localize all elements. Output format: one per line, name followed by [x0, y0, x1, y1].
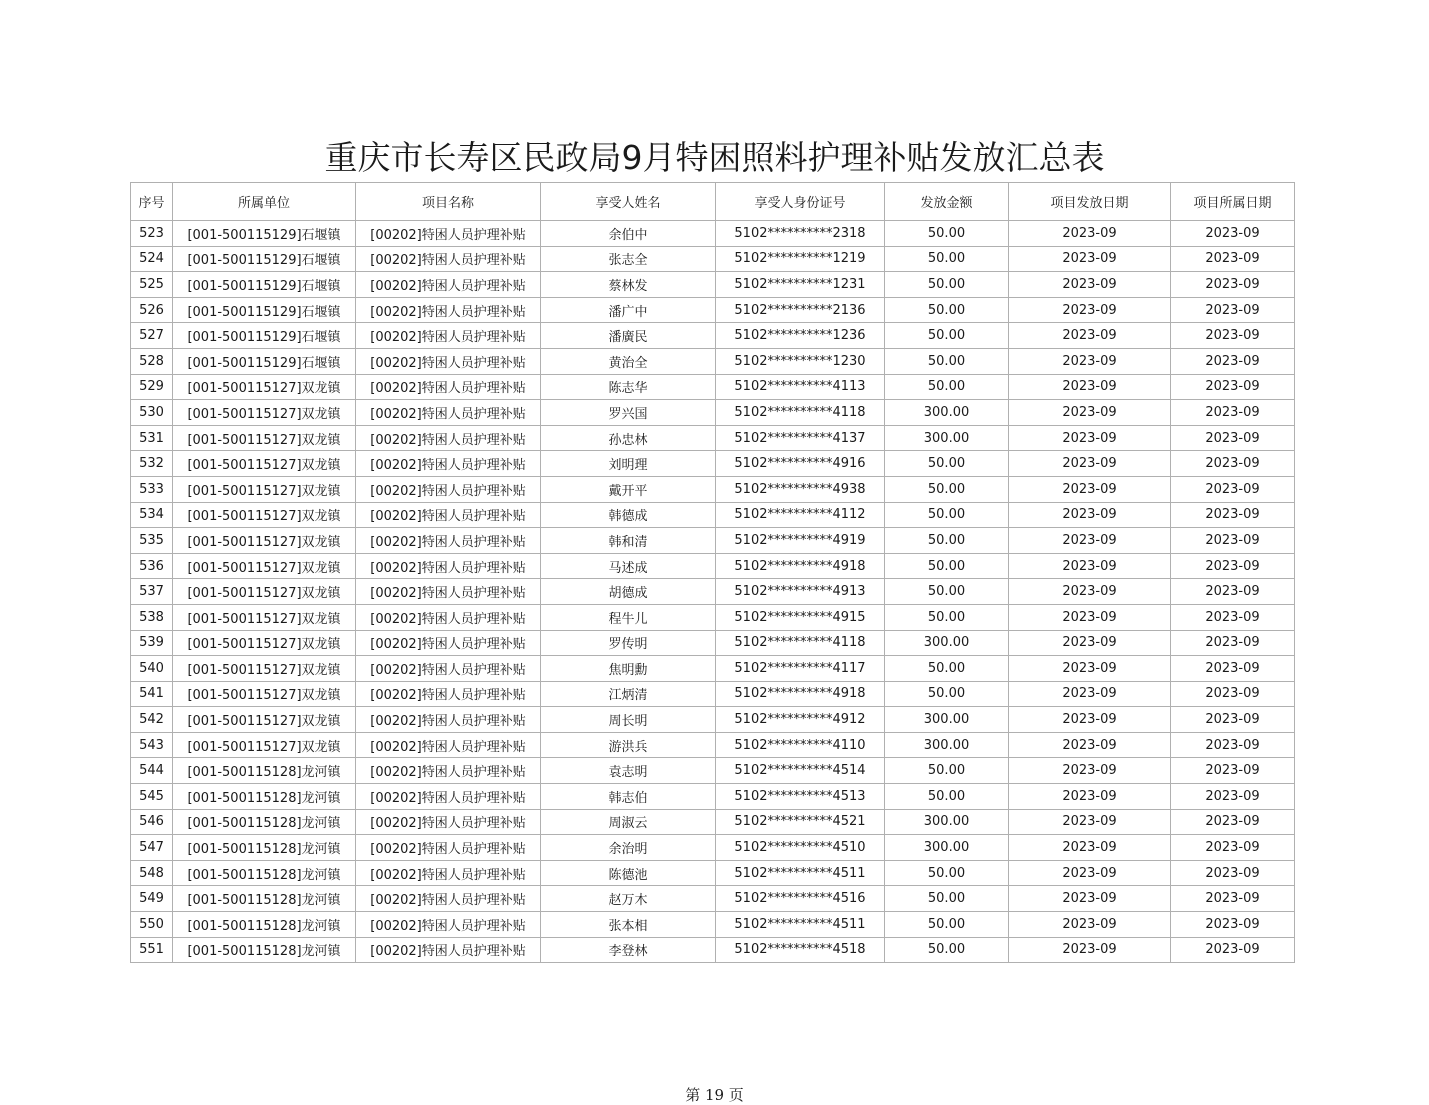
- project-cell: [00202]特困人员护理补贴: [356, 707, 541, 733]
- issue-date-cell: 2023-09: [1009, 809, 1171, 835]
- amount-cell: 50.00: [885, 374, 1009, 400]
- serial-cell: 530: [131, 400, 173, 426]
- serial-cell: 543: [131, 732, 173, 758]
- issue-date-cell: 2023-09: [1009, 221, 1171, 247]
- id-number-cell: 5102**********1230: [716, 348, 885, 374]
- project-cell: [00202]特困人员护理补贴: [356, 502, 541, 528]
- name-cell: 陈志华: [541, 374, 716, 400]
- amount-cell: 300.00: [885, 400, 1009, 426]
- project-cell: [00202]特困人员护理补贴: [356, 912, 541, 938]
- unit-cell: [001-500115129]石堰镇: [173, 348, 356, 374]
- unit-cell: [001-500115129]石堰镇: [173, 323, 356, 349]
- id-number-cell: 5102**********1231: [716, 272, 885, 298]
- issue-date-cell: 2023-09: [1009, 912, 1171, 938]
- id-number-cell: 5102**********4513: [716, 784, 885, 810]
- unit-cell: [001-500115128]龙河镇: [173, 886, 356, 912]
- table-row: [131, 425, 1295, 451]
- issue-date-cell: 2023-09: [1009, 425, 1171, 451]
- id-number-cell: 5102**********4913: [716, 579, 885, 605]
- id-number-cell: 5102**********4938: [716, 476, 885, 502]
- unit-cell: [001-500115127]双龙镇: [173, 579, 356, 605]
- serial-cell: 525: [131, 272, 173, 298]
- name-cell: 胡德成: [541, 579, 716, 605]
- serial-cell: 539: [131, 630, 173, 656]
- table-row: [131, 502, 1295, 528]
- name-cell: 江炳清: [541, 681, 716, 707]
- id-number-cell: 5102**********4915: [716, 604, 885, 630]
- amount-cell: 50.00: [885, 860, 1009, 886]
- amount-cell: 50.00: [885, 656, 1009, 682]
- period-date-cell: 2023-09: [1171, 528, 1295, 554]
- table-row: [131, 912, 1295, 938]
- table-row: [131, 323, 1295, 349]
- issue-date-cell: 2023-09: [1009, 784, 1171, 810]
- serial-cell: 526: [131, 297, 173, 323]
- name-cell: 戴开平: [541, 476, 716, 502]
- table-row: [131, 221, 1295, 247]
- issue-date-cell: 2023-09: [1009, 732, 1171, 758]
- unit-cell: [001-500115128]龙河镇: [173, 912, 356, 938]
- issue-date-cell: 2023-09: [1009, 758, 1171, 784]
- amount-cell: 50.00: [885, 476, 1009, 502]
- amount-cell: 50.00: [885, 348, 1009, 374]
- name-cell: 焦明勳: [541, 656, 716, 682]
- table-row: [131, 656, 1295, 682]
- name-cell: 张志全: [541, 246, 716, 272]
- issue-date-cell: 2023-09: [1009, 707, 1171, 733]
- id-number-cell: 5102**********2136: [716, 297, 885, 323]
- period-date-cell: 2023-09: [1171, 886, 1295, 912]
- name-cell: 赵万木: [541, 886, 716, 912]
- period-date-cell: 2023-09: [1171, 912, 1295, 938]
- project-cell: [00202]特困人员护理补贴: [356, 579, 541, 605]
- period-date-cell: 2023-09: [1171, 272, 1295, 298]
- unit-cell: [001-500115127]双龙镇: [173, 681, 356, 707]
- serial-cell: 536: [131, 553, 173, 579]
- serial-cell: 544: [131, 758, 173, 784]
- id-number-cell: 5102**********4510: [716, 835, 885, 861]
- project-cell: [00202]特困人员护理补贴: [356, 297, 541, 323]
- id-number-cell: 5102**********4919: [716, 528, 885, 554]
- table-row: [131, 937, 1295, 963]
- period-date-cell: 2023-09: [1171, 937, 1295, 963]
- column-header: 项目所属日期: [1171, 183, 1295, 221]
- serial-cell: 535: [131, 528, 173, 554]
- project-cell: [00202]特困人员护理补贴: [356, 374, 541, 400]
- amount-cell: 50.00: [885, 451, 1009, 477]
- project-cell: [00202]特困人员护理补贴: [356, 425, 541, 451]
- amount-cell: 50.00: [885, 579, 1009, 605]
- amount-cell: 50.00: [885, 604, 1009, 630]
- amount-cell: 50.00: [885, 784, 1009, 810]
- project-cell: [00202]特困人员护理补贴: [356, 809, 541, 835]
- project-cell: [00202]特困人员护理补贴: [356, 323, 541, 349]
- table-row: [131, 732, 1295, 758]
- id-number-cell: 5102**********4118: [716, 400, 885, 426]
- table-header-row: [131, 183, 1295, 221]
- serial-cell: 551: [131, 937, 173, 963]
- table-row: [131, 835, 1295, 861]
- serial-cell: 534: [131, 502, 173, 528]
- amount-cell: 300.00: [885, 707, 1009, 733]
- id-number-cell: 5102**********1219: [716, 246, 885, 272]
- period-date-cell: 2023-09: [1171, 297, 1295, 323]
- serial-cell: 547: [131, 835, 173, 861]
- name-cell: 黄治全: [541, 348, 716, 374]
- project-cell: [00202]特困人员护理补贴: [356, 732, 541, 758]
- project-cell: [00202]特困人员护理补贴: [356, 886, 541, 912]
- project-cell: [00202]特困人员护理补贴: [356, 937, 541, 963]
- name-cell: 罗兴国: [541, 400, 716, 426]
- period-date-cell: 2023-09: [1171, 579, 1295, 605]
- table-row: [131, 758, 1295, 784]
- table-row: [131, 860, 1295, 886]
- serial-cell: 527: [131, 323, 173, 349]
- unit-cell: [001-500115128]龙河镇: [173, 937, 356, 963]
- id-number-cell: 5102**********4912: [716, 707, 885, 733]
- name-cell: 余伯中: [541, 221, 716, 247]
- serial-cell: 546: [131, 809, 173, 835]
- unit-cell: [001-500115127]双龙镇: [173, 374, 356, 400]
- period-date-cell: 2023-09: [1171, 809, 1295, 835]
- amount-cell: 300.00: [885, 630, 1009, 656]
- amount-cell: 50.00: [885, 886, 1009, 912]
- name-cell: 蔡林发: [541, 272, 716, 298]
- table-row: [131, 528, 1295, 554]
- serial-cell: 545: [131, 784, 173, 810]
- name-cell: 周长明: [541, 707, 716, 733]
- issue-date-cell: 2023-09: [1009, 246, 1171, 272]
- amount-cell: 300.00: [885, 835, 1009, 861]
- serial-cell: 549: [131, 886, 173, 912]
- unit-cell: [001-500115127]双龙镇: [173, 732, 356, 758]
- id-number-cell: 5102**********4137: [716, 425, 885, 451]
- project-cell: [00202]特困人员护理补贴: [356, 221, 541, 247]
- unit-cell: [001-500115127]双龙镇: [173, 476, 356, 502]
- name-cell: 罗传明: [541, 630, 716, 656]
- serial-cell: 537: [131, 579, 173, 605]
- name-cell: 李登林: [541, 937, 716, 963]
- id-number-cell: 5102**********4117: [716, 656, 885, 682]
- unit-cell: [001-500115129]石堰镇: [173, 246, 356, 272]
- name-cell: 刘明理: [541, 451, 716, 477]
- period-date-cell: 2023-09: [1171, 732, 1295, 758]
- amount-cell: 50.00: [885, 502, 1009, 528]
- serial-cell: 533: [131, 476, 173, 502]
- serial-cell: 542: [131, 707, 173, 733]
- id-number-cell: 5102**********4110: [716, 732, 885, 758]
- page-number: 第 19 页: [685, 1086, 744, 1104]
- issue-date-cell: 2023-09: [1009, 297, 1171, 323]
- table-row: [131, 886, 1295, 912]
- id-number-cell: 5102**********4511: [716, 912, 885, 938]
- period-date-cell: 2023-09: [1171, 784, 1295, 810]
- id-number-cell: 5102**********4511: [716, 860, 885, 886]
- period-date-cell: 2023-09: [1171, 758, 1295, 784]
- issue-date-cell: 2023-09: [1009, 451, 1171, 477]
- project-cell: [00202]特困人员护理补贴: [356, 476, 541, 502]
- name-cell: 韩和清: [541, 528, 716, 554]
- table-row: [131, 348, 1295, 374]
- column-header: 享受人身份证号: [716, 183, 885, 221]
- project-cell: [00202]特困人员护理补贴: [356, 656, 541, 682]
- serial-cell: 548: [131, 860, 173, 886]
- issue-date-cell: 2023-09: [1009, 374, 1171, 400]
- period-date-cell: 2023-09: [1171, 451, 1295, 477]
- id-number-cell: 5102**********1236: [716, 323, 885, 349]
- issue-date-cell: 2023-09: [1009, 400, 1171, 426]
- unit-cell: [001-500115127]双龙镇: [173, 630, 356, 656]
- table-row: [131, 553, 1295, 579]
- unit-cell: [001-500115129]石堰镇: [173, 272, 356, 298]
- project-cell: [00202]特困人员护理补贴: [356, 784, 541, 810]
- amount-cell: 50.00: [885, 528, 1009, 554]
- project-cell: [00202]特困人员护理补贴: [356, 553, 541, 579]
- project-cell: [00202]特困人员护理补贴: [356, 681, 541, 707]
- period-date-cell: 2023-09: [1171, 323, 1295, 349]
- id-number-cell: 5102**********4518: [716, 937, 885, 963]
- unit-cell: [001-500115128]龙河镇: [173, 784, 356, 810]
- project-cell: [00202]特困人员护理补贴: [356, 451, 541, 477]
- id-number-cell: 5102**********4112: [716, 502, 885, 528]
- serial-cell: 550: [131, 912, 173, 938]
- period-date-cell: 2023-09: [1171, 656, 1295, 682]
- page-title: 重庆市长寿区民政局9月特困照料护理补贴发放汇总表: [324, 138, 1105, 177]
- id-number-cell: 5102**********4516: [716, 886, 885, 912]
- issue-date-cell: 2023-09: [1009, 579, 1171, 605]
- id-number-cell: 5102**********4918: [716, 553, 885, 579]
- period-date-cell: 2023-09: [1171, 374, 1295, 400]
- table-row: [131, 246, 1295, 272]
- name-cell: 陈德池: [541, 860, 716, 886]
- name-cell: 马述成: [541, 553, 716, 579]
- column-header: 所属单位: [173, 183, 356, 221]
- issue-date-cell: 2023-09: [1009, 528, 1171, 554]
- column-header: 发放金额: [885, 183, 1009, 221]
- table-row: [131, 809, 1295, 835]
- issue-date-cell: 2023-09: [1009, 886, 1171, 912]
- amount-cell: 300.00: [885, 732, 1009, 758]
- project-cell: [00202]特困人员护理补贴: [356, 630, 541, 656]
- unit-cell: [001-500115127]双龙镇: [173, 707, 356, 733]
- serial-cell: 528: [131, 348, 173, 374]
- period-date-cell: 2023-09: [1171, 681, 1295, 707]
- table-row: [131, 681, 1295, 707]
- issue-date-cell: 2023-09: [1009, 860, 1171, 886]
- id-number-cell: 5102**********4514: [716, 758, 885, 784]
- amount-cell: 50.00: [885, 553, 1009, 579]
- unit-cell: [001-500115128]龙河镇: [173, 835, 356, 861]
- issue-date-cell: 2023-09: [1009, 937, 1171, 963]
- period-date-cell: 2023-09: [1171, 221, 1295, 247]
- column-header: 享受人姓名: [541, 183, 716, 221]
- serial-cell: 532: [131, 451, 173, 477]
- serial-cell: 529: [131, 374, 173, 400]
- period-date-cell: 2023-09: [1171, 604, 1295, 630]
- amount-cell: 50.00: [885, 937, 1009, 963]
- column-header: 序号: [131, 183, 173, 221]
- period-date-cell: 2023-09: [1171, 860, 1295, 886]
- project-cell: [00202]特困人员护理补贴: [356, 272, 541, 298]
- serial-cell: 541: [131, 681, 173, 707]
- amount-cell: 50.00: [885, 272, 1009, 298]
- table-row: [131, 476, 1295, 502]
- table-row: [131, 707, 1295, 733]
- amount-cell: 50.00: [885, 681, 1009, 707]
- name-cell: 余治明: [541, 835, 716, 861]
- amount-cell: 50.00: [885, 912, 1009, 938]
- unit-cell: [001-500115127]双龙镇: [173, 502, 356, 528]
- table-row: [131, 630, 1295, 656]
- subsidy-table: [130, 182, 1295, 963]
- serial-cell: 538: [131, 604, 173, 630]
- period-date-cell: 2023-09: [1171, 835, 1295, 861]
- amount-cell: 300.00: [885, 425, 1009, 451]
- period-date-cell: 2023-09: [1171, 425, 1295, 451]
- table-row: [131, 374, 1295, 400]
- id-number-cell: 5102**********4521: [716, 809, 885, 835]
- unit-cell: [001-500115127]双龙镇: [173, 528, 356, 554]
- project-cell: [00202]特困人员护理补贴: [356, 604, 541, 630]
- unit-cell: [001-500115127]双龙镇: [173, 553, 356, 579]
- period-date-cell: 2023-09: [1171, 476, 1295, 502]
- issue-date-cell: 2023-09: [1009, 348, 1171, 374]
- unit-cell: [001-500115127]双龙镇: [173, 451, 356, 477]
- amount-cell: 300.00: [885, 809, 1009, 835]
- period-date-cell: 2023-09: [1171, 400, 1295, 426]
- unit-cell: [001-500115129]石堰镇: [173, 297, 356, 323]
- unit-cell: [001-500115127]双龙镇: [173, 425, 356, 451]
- serial-cell: 531: [131, 425, 173, 451]
- table-row: [131, 451, 1295, 477]
- unit-cell: [001-500115127]双龙镇: [173, 604, 356, 630]
- issue-date-cell: 2023-09: [1009, 553, 1171, 579]
- name-cell: 袁志明: [541, 758, 716, 784]
- unit-cell: [001-500115127]双龙镇: [173, 656, 356, 682]
- project-cell: [00202]特困人员护理补贴: [356, 835, 541, 861]
- table-body: [131, 221, 1295, 963]
- id-number-cell: 5102**********4916: [716, 451, 885, 477]
- amount-cell: 50.00: [885, 323, 1009, 349]
- issue-date-cell: 2023-09: [1009, 835, 1171, 861]
- issue-date-cell: 2023-09: [1009, 502, 1171, 528]
- project-cell: [00202]特困人员护理补贴: [356, 348, 541, 374]
- period-date-cell: 2023-09: [1171, 502, 1295, 528]
- period-date-cell: 2023-09: [1171, 630, 1295, 656]
- name-cell: 韩德成: [541, 502, 716, 528]
- unit-cell: [001-500115128]龙河镇: [173, 860, 356, 886]
- table-row: [131, 297, 1295, 323]
- unit-cell: [001-500115128]龙河镇: [173, 758, 356, 784]
- name-cell: 程牛儿: [541, 604, 716, 630]
- issue-date-cell: 2023-09: [1009, 681, 1171, 707]
- serial-cell: 540: [131, 656, 173, 682]
- amount-cell: 50.00: [885, 221, 1009, 247]
- table-row: [131, 272, 1295, 298]
- table-row: [131, 579, 1295, 605]
- unit-cell: [001-500115128]龙河镇: [173, 809, 356, 835]
- amount-cell: 50.00: [885, 297, 1009, 323]
- name-cell: 张本相: [541, 912, 716, 938]
- id-number-cell: 5102**********4113: [716, 374, 885, 400]
- period-date-cell: 2023-09: [1171, 348, 1295, 374]
- serial-cell: 523: [131, 221, 173, 247]
- serial-cell: 524: [131, 246, 173, 272]
- issue-date-cell: 2023-09: [1009, 630, 1171, 656]
- id-number-cell: 5102**********4118: [716, 630, 885, 656]
- table-row: [131, 604, 1295, 630]
- issue-date-cell: 2023-09: [1009, 272, 1171, 298]
- amount-cell: 50.00: [885, 758, 1009, 784]
- name-cell: 韩志伯: [541, 784, 716, 810]
- project-cell: [00202]特困人员护理补贴: [356, 246, 541, 272]
- project-cell: [00202]特困人员护理补贴: [356, 860, 541, 886]
- name-cell: 孙忠林: [541, 425, 716, 451]
- name-cell: 周淑云: [541, 809, 716, 835]
- issue-date-cell: 2023-09: [1009, 323, 1171, 349]
- unit-cell: [001-500115127]双龙镇: [173, 400, 356, 426]
- name-cell: 潘广中: [541, 297, 716, 323]
- table-row: [131, 784, 1295, 810]
- issue-date-cell: 2023-09: [1009, 656, 1171, 682]
- period-date-cell: 2023-09: [1171, 707, 1295, 733]
- project-cell: [00202]特困人员护理补贴: [356, 400, 541, 426]
- period-date-cell: 2023-09: [1171, 553, 1295, 579]
- project-cell: [00202]特困人员护理补贴: [356, 758, 541, 784]
- issue-date-cell: 2023-09: [1009, 604, 1171, 630]
- unit-cell: [001-500115129]石堰镇: [173, 221, 356, 247]
- column-header: 项目名称: [356, 183, 541, 221]
- id-number-cell: 5102**********2318: [716, 221, 885, 247]
- project-cell: [00202]特困人员护理补贴: [356, 528, 541, 554]
- issue-date-cell: 2023-09: [1009, 476, 1171, 502]
- column-header: 项目发放日期: [1009, 183, 1171, 221]
- amount-cell: 50.00: [885, 246, 1009, 272]
- table-row: [131, 400, 1295, 426]
- name-cell: 潘廣民: [541, 323, 716, 349]
- period-date-cell: 2023-09: [1171, 246, 1295, 272]
- name-cell: 游洪兵: [541, 732, 716, 758]
- id-number-cell: 5102**********4918: [716, 681, 885, 707]
